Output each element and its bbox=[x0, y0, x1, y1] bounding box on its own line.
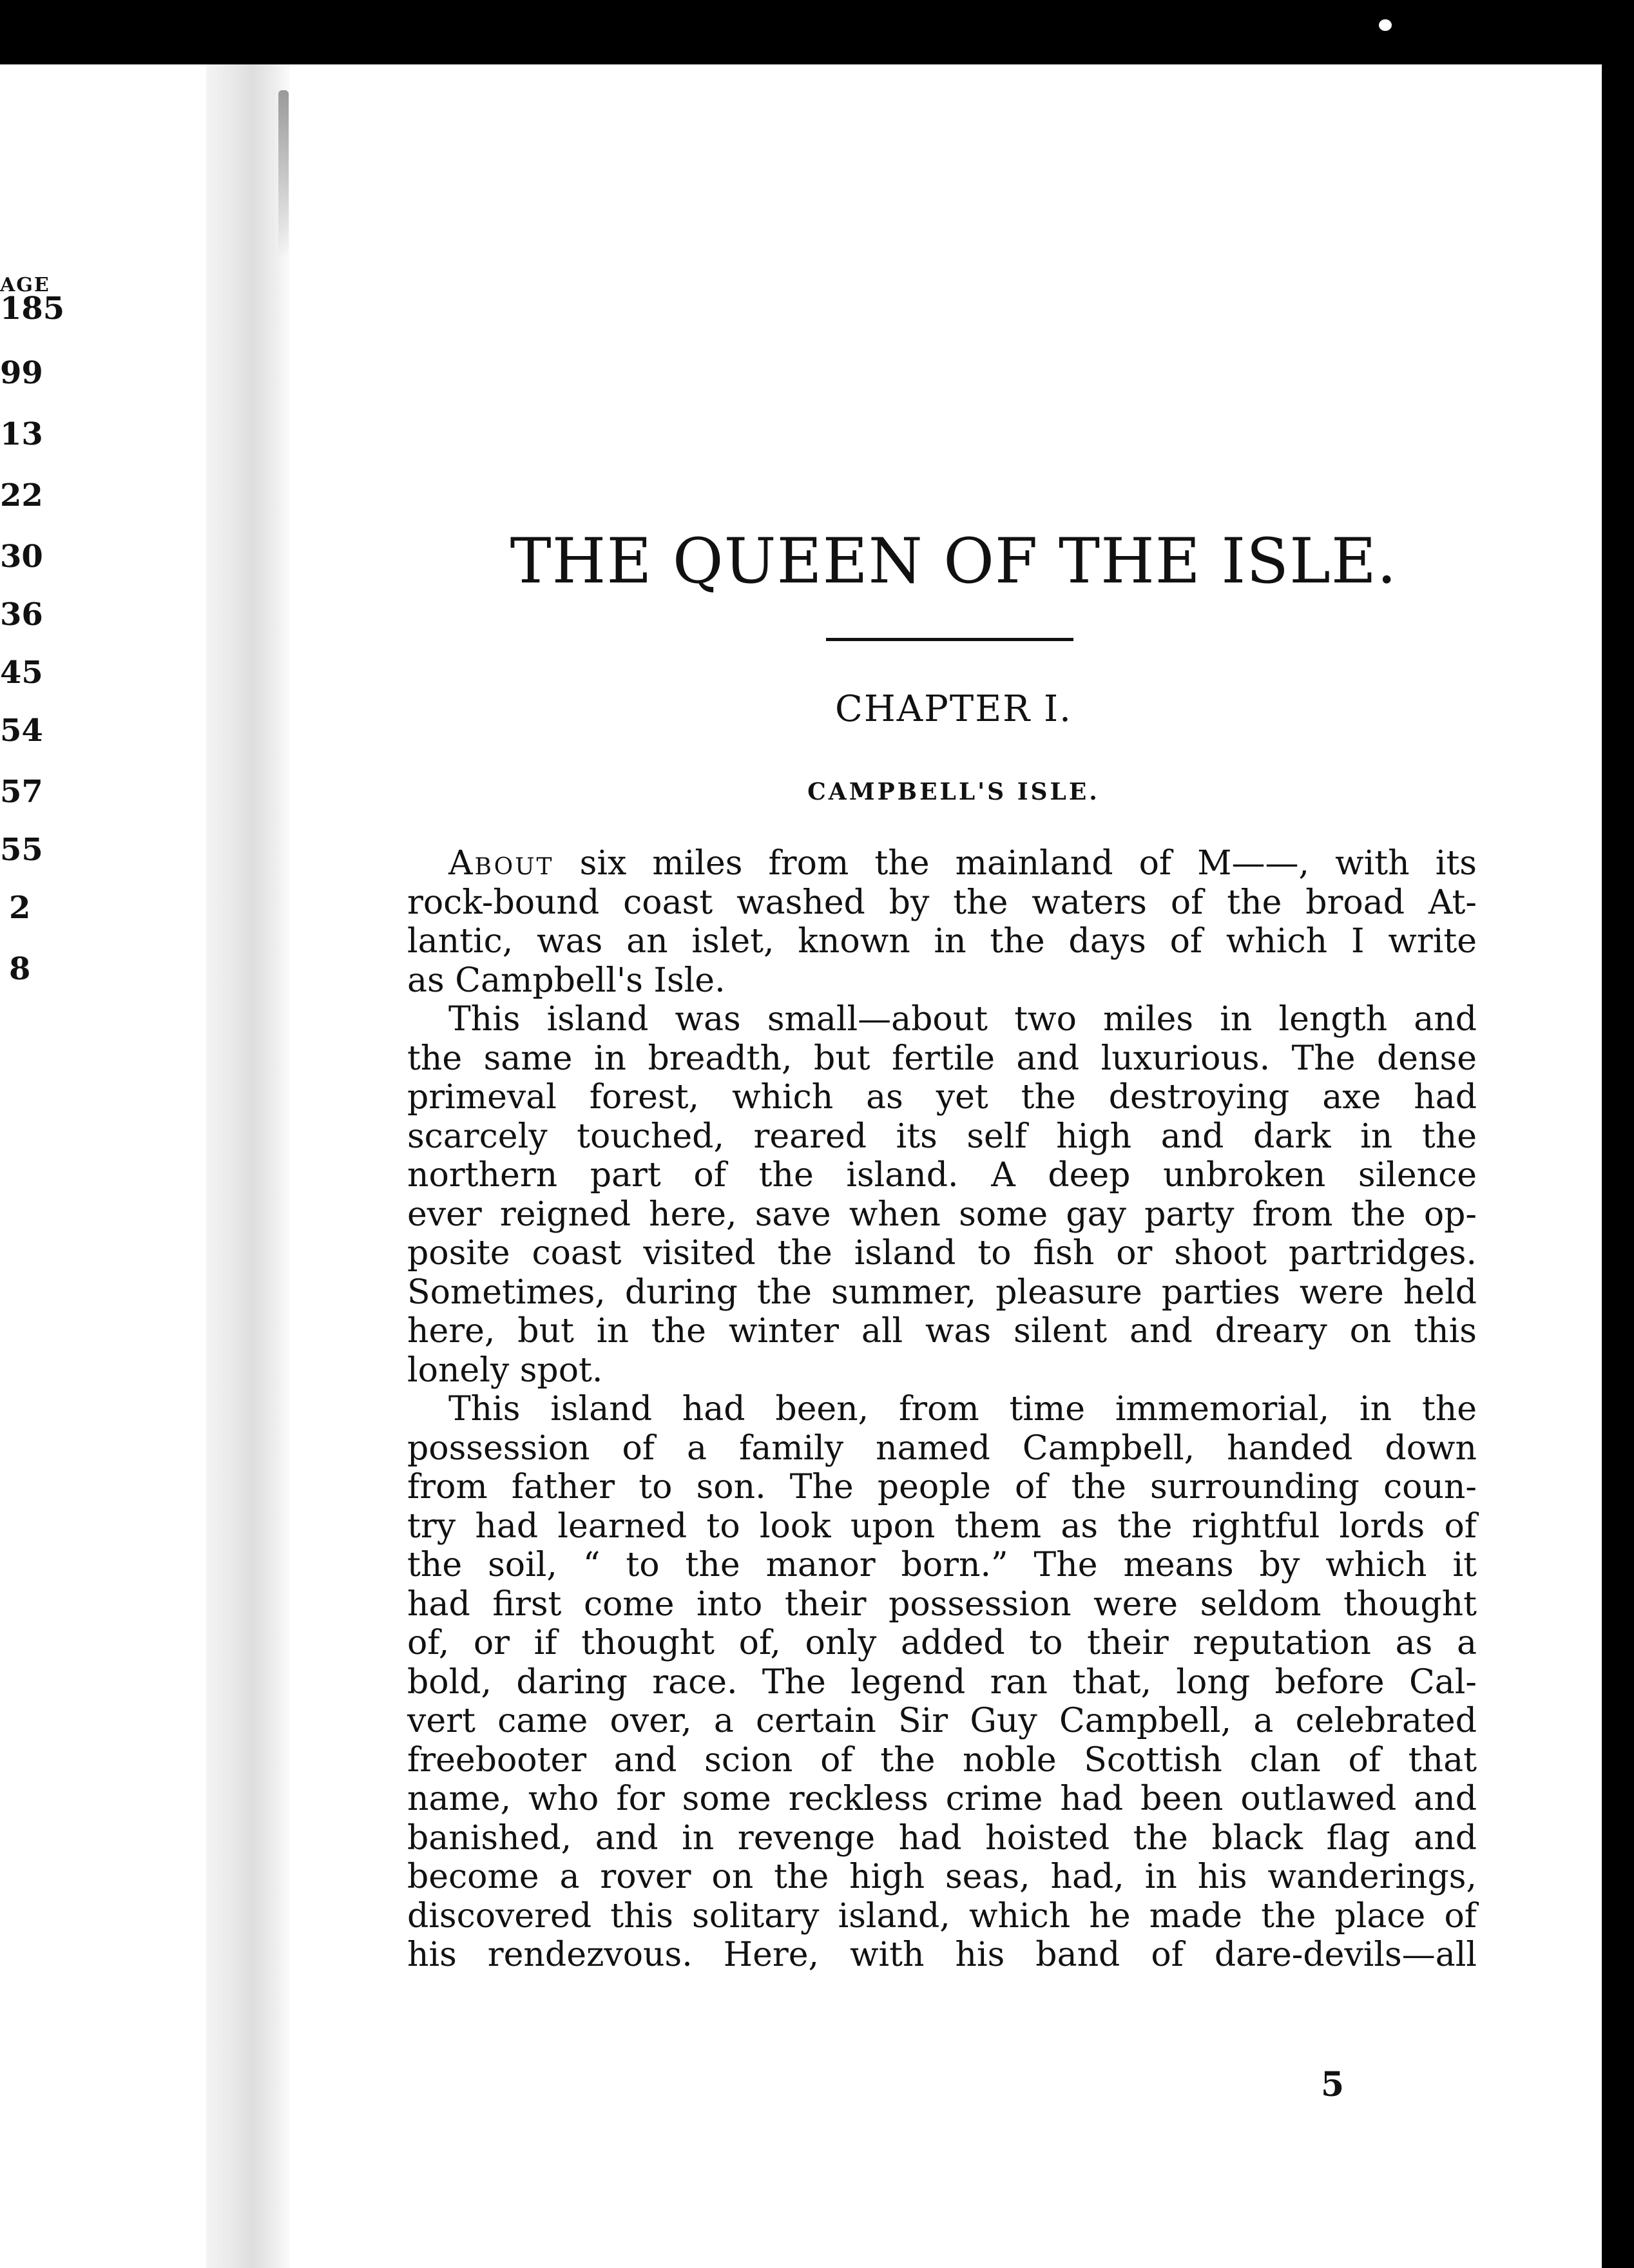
title-rule bbox=[826, 638, 1073, 641]
toc-page-number: 45 bbox=[0, 655, 43, 691]
gutter-shadow-mark bbox=[278, 90, 289, 258]
toc-page-number: 2 bbox=[9, 890, 31, 926]
text-line: of, or if thought of, only added to their reputation as a bbox=[407, 1624, 1477, 1662]
toc-page-number: 8 bbox=[9, 951, 31, 987]
toc-page-number: 55 bbox=[0, 832, 43, 868]
text-line: lonely spot. bbox=[407, 1350, 603, 1390]
text-line: vert came over, a certain Sir Guy Campbell, a celebrated bbox=[407, 1702, 1477, 1740]
text-line: primeval forest, which as yet the destroying axe had bbox=[407, 1078, 1477, 1117]
text-line: rock-bound coast washed by the waters of the broad At- bbox=[407, 883, 1477, 922]
toc-page-number: 57 bbox=[0, 774, 43, 810]
text-line bbox=[407, 844, 1477, 883]
toc-page-number: 22 bbox=[0, 477, 43, 514]
text-line: scarcely touched, reared its self high and dark in the bbox=[407, 1117, 1477, 1156]
opening-word: About bbox=[448, 844, 554, 883]
text-line: banished, and in revenge had hoisted the black flag and bbox=[407, 1818, 1477, 1858]
text-line: lantic, was an islet, known in the days of which I write bbox=[407, 922, 1477, 961]
text-line: This island was small—about two miles in length and bbox=[448, 1000, 1477, 1039]
chapter-subtitle: CAMPBELL'S ISLE. bbox=[807, 778, 1100, 805]
page-number: 5 bbox=[1321, 2065, 1345, 2104]
text-line: the soil, “ to the manor born.” The means by which it bbox=[407, 1546, 1477, 1584]
previous-page-edge bbox=[0, 64, 206, 2268]
text-line: the same in breadth, but fertile and luxurious. The dense bbox=[407, 1039, 1477, 1078]
book-title: THE QUEEN OF THE ISLE. bbox=[510, 525, 1398, 597]
chapter-heading: CHAPTER I. bbox=[835, 688, 1072, 730]
text-line: ever reigned here, save when some gay party from the op- bbox=[407, 1195, 1477, 1234]
text-line: name, who for some reckless crime had been outlawed and bbox=[407, 1780, 1477, 1818]
toc-page-number: 99 bbox=[0, 355, 43, 391]
toc-page-number: 36 bbox=[0, 597, 43, 633]
toc-page-number: 185 bbox=[0, 291, 65, 327]
text-line: Sometimes, during the summer, pleasure parties were held bbox=[407, 1273, 1477, 1312]
toc-page-number: 54 bbox=[0, 713, 43, 749]
text-line: here, but in the winter all was silent and dreary on this bbox=[407, 1312, 1477, 1350]
text-line: bold, daring race. The legend ran that, long before Cal- bbox=[407, 1662, 1477, 1702]
text-line: discovered this solitary island, which he made the place of bbox=[407, 1896, 1477, 1936]
scan-border-top bbox=[0, 0, 1634, 64]
scan-speck bbox=[1379, 19, 1392, 31]
text-line: possession of a family named Campbell, handed down bbox=[407, 1428, 1477, 1468]
text-line: This island had been, from time immemorial, in the bbox=[448, 1390, 1477, 1428]
text-line: had first come into their possession were seldom thought bbox=[407, 1584, 1477, 1624]
text-line-content: six miles from the mainland of M——, with its bbox=[553, 844, 1477, 883]
text-line: as Campbell's Isle. bbox=[407, 961, 726, 1000]
text-line: his rendezvous. Here, with his band of dare-devils—all bbox=[407, 1936, 1477, 1974]
text-line: freebooter and scion of the noble Scottish clan of that bbox=[407, 1740, 1477, 1780]
chapter-body-text bbox=[407, 844, 1477, 1975]
toc-page-number: 13 bbox=[0, 416, 43, 452]
toc-page-heading: AGE bbox=[0, 274, 50, 296]
text-line: from father to son. The people of the surrounding coun- bbox=[407, 1468, 1477, 1506]
text-line: northern part of the island. A deep unbroken silence bbox=[407, 1156, 1477, 1195]
text-line: become a rover on the high seas, had, in his wanderings, bbox=[407, 1858, 1477, 1896]
toc-page-number: 30 bbox=[0, 539, 43, 575]
text-line: posite coast visited the island to fish or shoot partridges. bbox=[407, 1234, 1477, 1273]
scan-border-right bbox=[1602, 0, 1634, 2268]
text-line: try had learned to look upon them as the rightful lords of bbox=[407, 1506, 1477, 1546]
book-gutter bbox=[206, 64, 290, 2268]
